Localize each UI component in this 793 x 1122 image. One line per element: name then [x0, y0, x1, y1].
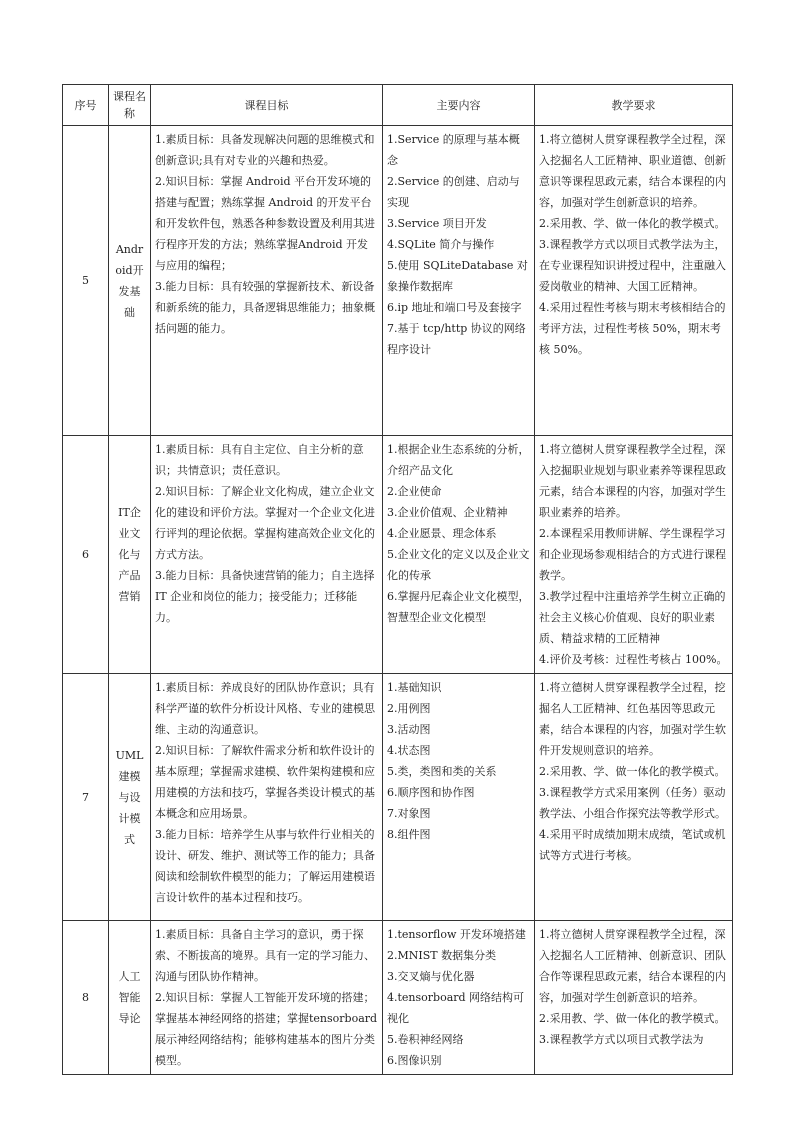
content-item: 3.企业价值观、企业精神	[387, 506, 508, 519]
goal-item: 2.知识目标：了解软件需求分析和软件设计的基本原理；掌握需求建模、软件架构建模和应用建模的方法和技巧，掌握各类设计模式的基本概念和应用场景。	[155, 744, 375, 820]
content-cell	[383, 436, 535, 674]
table-row	[63, 436, 733, 674]
header-index: 序号	[63, 85, 109, 126]
requirements-cell	[535, 674, 733, 921]
goals-cell	[151, 674, 383, 921]
row-index: 7	[63, 674, 109, 921]
header-course-goals: 课程目标	[151, 85, 383, 126]
goal-item: 2.知识目标：掌握 Android 平台开发环境的搭建与配置；熟练掌握 Android 的开发平台和开发软件包，熟悉各种参数设置及利用其进行程序开发的方法；熟练掌握Android 开发与应用的编程；	[155, 175, 375, 272]
goal-item: 3.能力目标：具备快速营销的能力；自主选择 IT 企业和岗位的能力；接受能力；迁移能力。	[155, 569, 375, 624]
requirement-item: 3.课程教学方式以项目式教学法为	[539, 1033, 704, 1046]
content-item: 8.组件图	[387, 828, 431, 841]
content-item: 3.交叉熵与优化器	[387, 970, 475, 983]
requirement-item: 2.采用教、学、做一体化的教学模式。	[539, 765, 726, 778]
content-item: 3.Service 项目开发	[387, 217, 487, 230]
requirement-item: 3.课程教学方式采用案例（任务）驱动教学法、小组合作探究法等教学形式。	[539, 786, 726, 820]
content-item: 7.基于 tcp/http 协议的网络程序设计	[387, 322, 526, 356]
content-item: 2.MNIST 数据集分类	[387, 949, 497, 962]
goal-item: 2.知识目标：掌握人工智能开发环境的搭建；掌握基本神经网络的搭建；掌握tensorboard 展示神经网络结构；能够构建基本的图片分类模型。	[155, 991, 378, 1067]
goals-cell	[151, 921, 383, 1075]
course-name: UML建模与设计模式	[109, 674, 151, 921]
content-item: 1.tensorflow 开发环境搭建	[387, 928, 526, 941]
requirement-item: 4.评价及考核：过程性考核占 100%。	[539, 653, 728, 666]
goal-item: 3.能力目标：具有较强的掌握新技术、新设备和新系统的能力，具备逻辑思维能力；抽象概括问题的能力。	[155, 280, 375, 335]
requirement-item: 4.采用过程性考核与期末考核相结合的考评方法，过程性考核 50%，期末考核 50%。	[539, 301, 726, 356]
content-item: 2.用例图	[387, 702, 431, 715]
goal-item: 1.素质目标：具备发现解决问题的思维模式和创新意识;具有对专业的兴趣和热爱。	[155, 133, 375, 167]
goal-item: 1.素质目标：具备自主学习的意识，勇于探索、不断拔高的境界。具有一定的学习能力、沟通与团队协作精神。	[155, 928, 375, 983]
requirement-item: 3.教学过程中注重培养学生树立正确的社会主义核心价值观、良好的职业素质、精益求精的工匠精神	[539, 590, 726, 645]
requirement-item: 3.课程教学方式以项目式教学法为主，在专业课程知识讲授过程中，注重融入爱岗敬业的精神、大国工匠精神。	[539, 238, 726, 293]
header-course-name: 课程名称	[109, 85, 151, 126]
content-cell	[383, 674, 535, 921]
content-cell	[383, 126, 535, 436]
requirement-item: 4.采用平时成绩加期末成绩，笔试或机试等方式进行考核。	[539, 828, 726, 862]
goal-item: 2.知识目标：了解企业文化构成，建立企业文化的建设和评价方法。掌握对一个企业文化进行评判的理论依据。掌握构建高效企业文化的方式方法。	[155, 485, 375, 561]
content-item: 1.Service 的原理与基本概念	[387, 133, 520, 167]
content-item: 6.顺序图和协作图	[387, 786, 475, 799]
requirements-cell	[535, 436, 733, 674]
table-row	[63, 921, 733, 1075]
content-item: 4.SQLite 简介与操作	[387, 238, 495, 251]
header-row	[63, 85, 733, 126]
content-item: 2.企业使命	[387, 485, 442, 498]
content-item: 6.图像识别	[387, 1054, 442, 1067]
content-item: 4.状态图	[387, 744, 431, 757]
content-item: 5.企业文化的定义以及企业文化的传承	[387, 548, 530, 582]
goal-item: 1.素质目标：具有自主定位、自主分析的意识；共情意识；责任意识。	[155, 443, 364, 477]
content-item: 7.对象图	[387, 807, 431, 820]
content-item: 6.掌握丹尼森企业文化模型，智慧型企业文化模型	[387, 590, 530, 624]
goals-cell	[151, 126, 383, 436]
row-index: 5	[63, 126, 109, 436]
requirement-item: 2.采用教、学、做一体化的教学模式。	[539, 217, 726, 230]
course-table	[62, 84, 733, 1075]
header-main-content: 主要内容	[383, 85, 535, 126]
goal-item: 1.素质目标：养成良好的团队协作意识；具有科学严谨的软件分析设计风格、专业的建模思维、主动的沟通意识。	[155, 681, 375, 736]
content-item: 3.活动图	[387, 723, 431, 736]
table-row	[63, 126, 733, 436]
requirement-item: 1.将立德树人贯穿课程教学全过程，深入挖掘名人工匠精神、创新意识、团队合作等课程思政元素，结合本课程的内容，加强对学生创新意识的培养。	[539, 928, 726, 1004]
row-index: 6	[63, 436, 109, 674]
course-name: Android开发基础	[109, 126, 151, 436]
content-item: 5.使用 SQLiteDatabase 对象操作数据库	[387, 259, 528, 293]
requirement-item: 1.将立德树人贯穿课程教学全过程，深入挖掘职业规划与职业素养等课程思政元素，结合本课程的内容，加强对学生职业素养的培养。	[539, 443, 726, 519]
requirements-cell	[535, 126, 733, 436]
content-item: 2.Service 的创建、启动与实现	[387, 175, 520, 209]
content-item: 4.tensorboard 网络结构可视化	[387, 991, 525, 1025]
content-item: 6.ip 地址和端口号及套接字	[387, 301, 522, 314]
course-name: 人工智能导论	[109, 921, 151, 1075]
requirement-item: 1.将立德树人贯穿课程教学全过程，挖掘名人工匠精神、红色基因等思政元素，结合本课程的内容，加强对学生软件开发规则意识的培养。	[539, 681, 726, 757]
requirements-cell	[535, 921, 733, 1075]
course-name: IT企业文化与产品营销	[109, 436, 151, 674]
requirement-item: 2.本课程采用教师讲解、学生课程学习和企业现场参观相结合的方式进行课程教学。	[539, 527, 726, 582]
content-item: 5.卷积神经网络	[387, 1033, 464, 1046]
requirement-item: 2.采用教、学、做一体化的教学模式。	[539, 1012, 726, 1025]
content-cell	[383, 921, 535, 1075]
row-index: 8	[63, 921, 109, 1075]
content-item: 4.企业愿景、理念体系	[387, 527, 497, 540]
goals-cell	[151, 436, 383, 674]
table-row	[63, 674, 733, 921]
content-item: 1.根据企业生态系统的分析，介绍产品文化	[387, 443, 530, 477]
header-teaching-requirements: 教学要求	[535, 85, 733, 126]
content-item: 5.类，类图和类的关系	[387, 765, 497, 778]
requirement-item: 1.将立德树人贯穿课程教学全过程，深入挖掘名人工匠精神、职业道德、创新意识等课程思政元素，结合本课程的内容，加强对学生创新意识的培养。	[539, 133, 726, 209]
goal-item: 3.能力目标：培养学生从事与软件行业相关的设计、研发、维护、测试等工作的能力；具备阅读和绘制软件模型的能力；了解运用建模语言设计软件的基本过程和技巧。	[155, 828, 375, 904]
content-item: 1.基础知识	[387, 681, 442, 694]
